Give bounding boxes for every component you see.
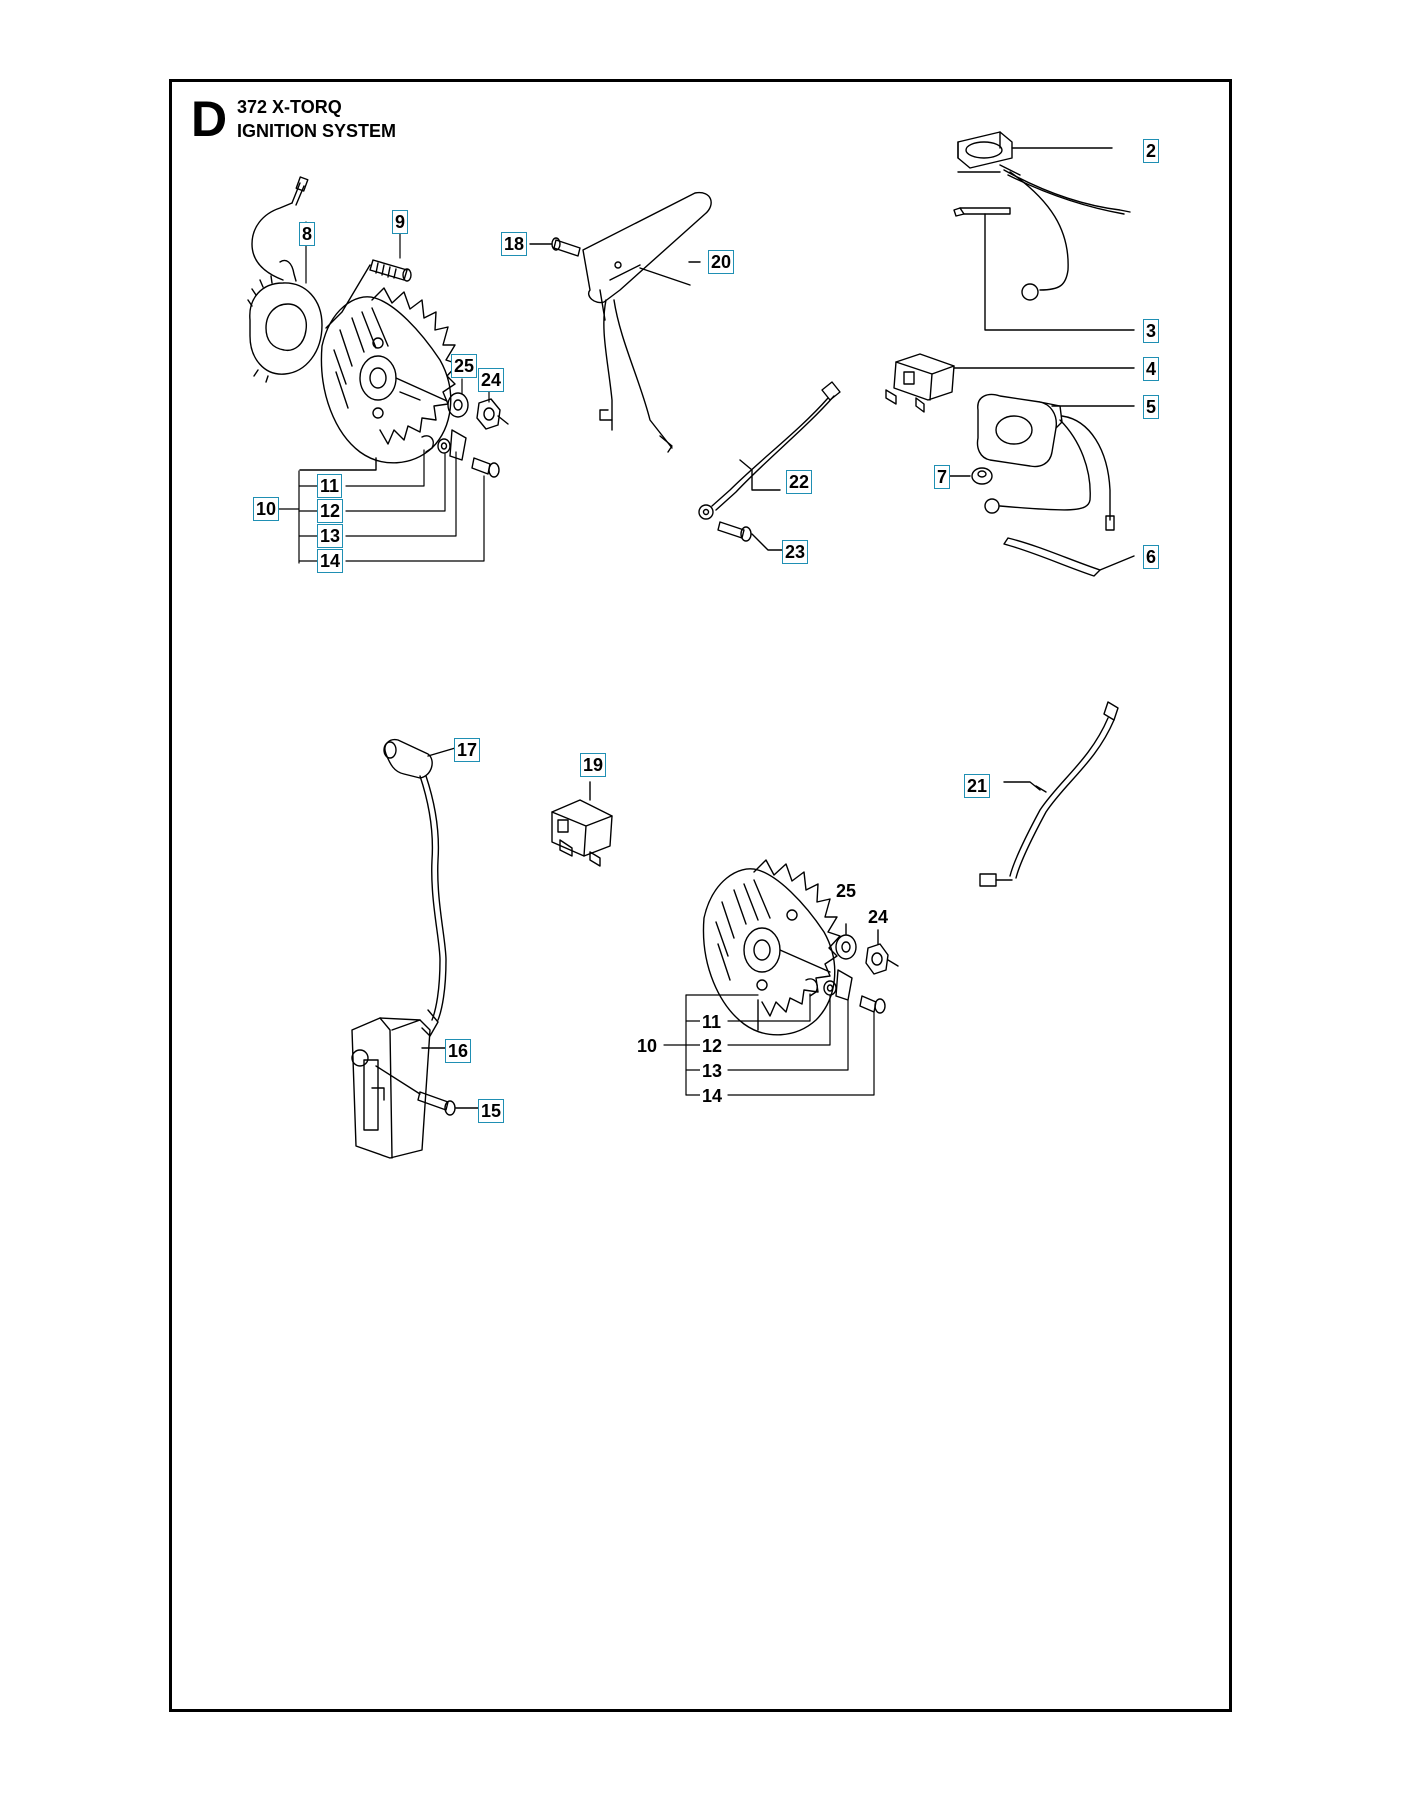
callout-5: 5 [1143, 395, 1159, 419]
callout-15: 15 [478, 1099, 504, 1123]
part-6-sleeve [1004, 538, 1134, 576]
callout-18: 18 [501, 232, 527, 256]
callout-13-bottom: 13 [702, 1061, 723, 1081]
callout-13-top: 13 [317, 524, 343, 548]
part-7-grommet [946, 468, 992, 484]
callout-7: 7 [934, 465, 950, 489]
part-22-wire [699, 382, 840, 519]
part-25-washer-bottom [836, 924, 856, 959]
part-8-coil [248, 177, 322, 382]
callout-24-bottom: 24 [868, 907, 889, 927]
flywheel-top [300, 288, 458, 470]
part-16-coil-wire [420, 776, 446, 1020]
part-5-sensor [978, 395, 1135, 530]
flywheel-bottom [703, 860, 840, 1035]
part-2-module [958, 132, 1130, 300]
part-3-bracket [954, 208, 1134, 330]
section-title: IGNITION SYSTEM [237, 121, 397, 141]
part-19-switch [552, 782, 612, 866]
callout-19: 19 [580, 753, 606, 777]
bracket-10-bottom [664, 994, 874, 1095]
callout-21: 21 [964, 774, 990, 798]
callout-11-bottom: 11 [702, 1012, 722, 1032]
callout-14-bottom: 14 [702, 1086, 723, 1106]
callout-12-top: 12 [317, 499, 343, 523]
part-20-bracket [583, 193, 711, 452]
callout-3: 3 [1143, 319, 1159, 343]
model-title: 372 X-TORQ [237, 97, 342, 117]
callout-11-top: 11 [317, 474, 342, 498]
parts-11-14-top [422, 430, 499, 477]
callout-22: 22 [786, 470, 812, 494]
part-23-screw [718, 522, 784, 550]
part-4-switch [886, 354, 1134, 412]
callout-10-bottom: 10 [637, 1036, 658, 1056]
part-9-screw [326, 260, 411, 328]
callout-16: 16 [445, 1039, 471, 1063]
callout-9: 9 [392, 210, 408, 234]
callout-24-top: 24 [478, 368, 504, 392]
callout-8: 8 [299, 222, 315, 246]
callout-25-bottom: 25 [836, 881, 857, 901]
part-24-nut-bottom [866, 930, 898, 974]
part-21-wire [980, 702, 1118, 886]
callout-23: 23 [782, 540, 808, 564]
section-letter: D [191, 91, 228, 147]
callout-20: 20 [708, 250, 734, 274]
part-16-ignition-coil [352, 1010, 446, 1158]
callout-12-bottom: 12 [702, 1036, 723, 1056]
callout-2: 2 [1143, 139, 1159, 163]
callout-6: 6 [1143, 545, 1159, 569]
callout-4: 4 [1143, 357, 1159, 381]
callout-17: 17 [454, 738, 480, 762]
part-18-screw [530, 238, 580, 256]
callout-14-top: 14 [317, 549, 343, 573]
callout-25-top: 25 [451, 354, 477, 378]
part-24-nut-top [477, 399, 508, 429]
part-17-spark-plug-cap [384, 740, 462, 778]
callout-10-top: 10 [253, 497, 279, 521]
